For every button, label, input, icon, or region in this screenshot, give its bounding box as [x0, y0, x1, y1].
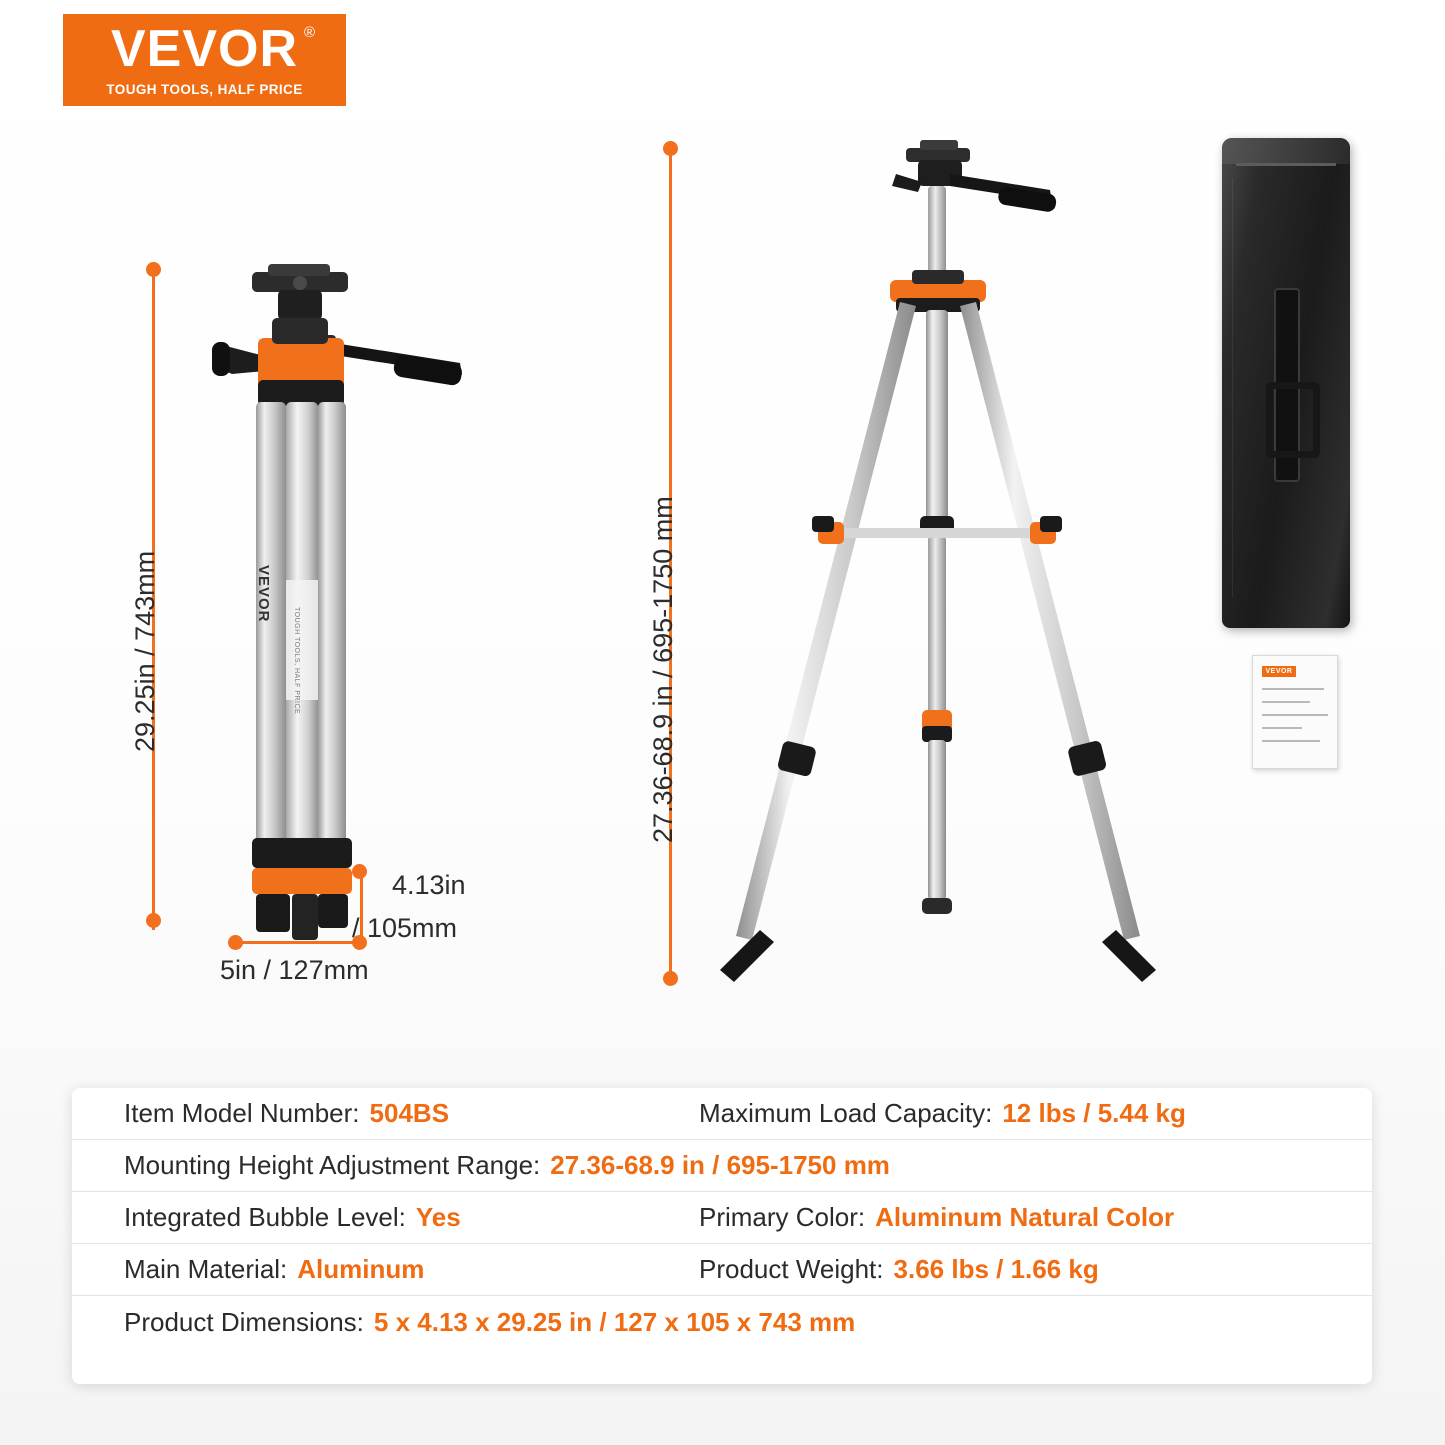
brand-name — [110, 20, 317, 78]
dim-label-width: 5in / 127mm — [220, 955, 369, 985]
specifications-table — [72, 1088, 1372, 1384]
manual-text-line — [1262, 740, 1320, 742]
spec-product-dimensions — [124, 1307, 855, 1338]
folded-tripod-body-tagline: TOUGH TOOLS, HALF PRICE — [293, 607, 300, 715]
spec-mounting-height-adjustment-range — [124, 1150, 890, 1181]
dim-label-folded-height: 29.25in / 743mm — [130, 550, 160, 752]
manual-brand-logo: VEVOR — [1262, 666, 1296, 677]
brand-logo — [63, 14, 346, 106]
spec-row — [72, 1296, 1372, 1348]
spec-value: 5 x 4.13 x 29.25 in / 127 x 105 x 743 mm — [373, 1306, 856, 1337]
dim-line-width — [236, 941, 360, 944]
dim-label-depth-line2: / 105mm — [352, 913, 458, 943]
spec-maximum-load-capacity — [699, 1098, 1186, 1129]
spec-product-weight — [699, 1254, 1099, 1285]
carry-bag-handle — [1266, 382, 1320, 458]
folded-tripod-body-brand: VEVOR — [255, 565, 272, 623]
spec-row — [72, 1088, 1372, 1140]
manual-text-line — [1262, 688, 1324, 690]
brand-name-text: VEVOR — [110, 20, 299, 78]
dim-label-extended-height: 27.36-68.9 in / 695-1750 mm — [648, 496, 678, 843]
spec-value: Yes — [415, 1202, 461, 1232]
spec-label: Product Weight: — [699, 1254, 884, 1284]
spec-label: Main Material: — [124, 1254, 288, 1284]
brand-tagline: TOUGH TOOLS, HALF PRICE — [106, 82, 303, 97]
dim-dot-extended-bottom — [663, 971, 678, 986]
carry-bag-seam — [1232, 178, 1233, 598]
spec-value: 3.66 lbs / 1.66 kg — [893, 1254, 1099, 1284]
spec-row — [72, 1192, 1372, 1244]
spec-item-model-number — [124, 1098, 699, 1129]
spec-label: Integrated Bubble Level: — [124, 1202, 406, 1232]
spec-row — [72, 1244, 1372, 1296]
manual-text-line — [1262, 727, 1302, 729]
dim-label-depth-line1: 4.13in — [392, 870, 466, 900]
registered-mark: ® — [303, 24, 317, 41]
spec-value: 504BS — [369, 1098, 450, 1128]
carry-bag-top — [1222, 138, 1350, 164]
spec-label: Item Model Number: — [124, 1098, 360, 1128]
spec-value: Aluminum — [297, 1254, 425, 1284]
spec-value: 27.36-68.9 in / 695-1750 mm — [550, 1150, 890, 1180]
spec-row — [72, 1140, 1372, 1192]
spec-main-material — [124, 1254, 699, 1285]
dim-dot-folded-bottom — [146, 913, 161, 928]
spec-value: Aluminum Natural Color — [875, 1202, 1175, 1232]
spec-value: 12 lbs / 5.44 kg — [1002, 1098, 1186, 1128]
carry-bag-zipper — [1236, 163, 1336, 166]
spec-primary-color — [699, 1202, 1174, 1233]
spec-label: Product Dimensions: — [124, 1306, 364, 1337]
user-manual — [1252, 655, 1338, 769]
carry-bag — [1222, 138, 1350, 628]
spec-label: Mounting Height Adjustment Range: — [124, 1150, 541, 1180]
manual-text-line — [1262, 701, 1310, 703]
spec-integrated-bubble-level — [124, 1202, 699, 1233]
spec-label: Primary Color: — [699, 1202, 866, 1232]
spec-label: Maximum Load Capacity: — [699, 1098, 993, 1128]
manual-text-line — [1262, 714, 1328, 716]
